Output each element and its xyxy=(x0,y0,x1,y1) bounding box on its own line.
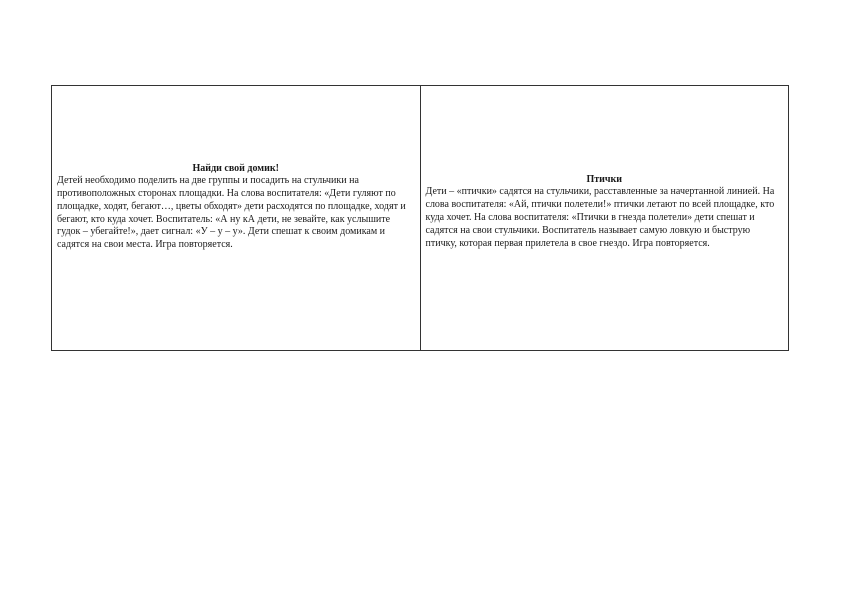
game-card-content xyxy=(426,173,784,251)
game-card-content xyxy=(57,162,415,252)
game-card-birds xyxy=(421,86,789,350)
game-cards-table xyxy=(51,85,789,351)
game-card-find-house xyxy=(52,86,421,350)
game-card-title: Птички xyxy=(586,174,623,186)
game-card-description: Детей необходимо поделить на две группы и посадить на стульчики на противоположных сторонах площадки. На слова воспитателя: «Дети гуляют по площадке, ходят, бегают…, цветы обходят» дети расходятся по площадке, ходят и бегают, кто куда хочет. Воспитатель: «А ну кА дети, не зевайте, как услышите гудок – убегайте!», дает сигнал: «У – у – у». Дети спешат к своим домикам и садятся на свои места. Игра повторяется. xyxy=(57,174,406,251)
game-card-description: Дети – «птички» садятся на стульчики, расставленные за начертанной линией. На слова воспитателя: «Ай, птички полетели!» птички летают по всей площадке, кто куда хочет. На слова воспитателя: «Птички в гнезда полетели» дети спешат и садятся на свои стульчики. Воспитатель называет самую ловкую и быструю птичку, которая первая прилетела в свое гнездо. Игра повторяется. xyxy=(425,186,775,249)
game-card-title: Найди свой домик! xyxy=(192,162,279,174)
